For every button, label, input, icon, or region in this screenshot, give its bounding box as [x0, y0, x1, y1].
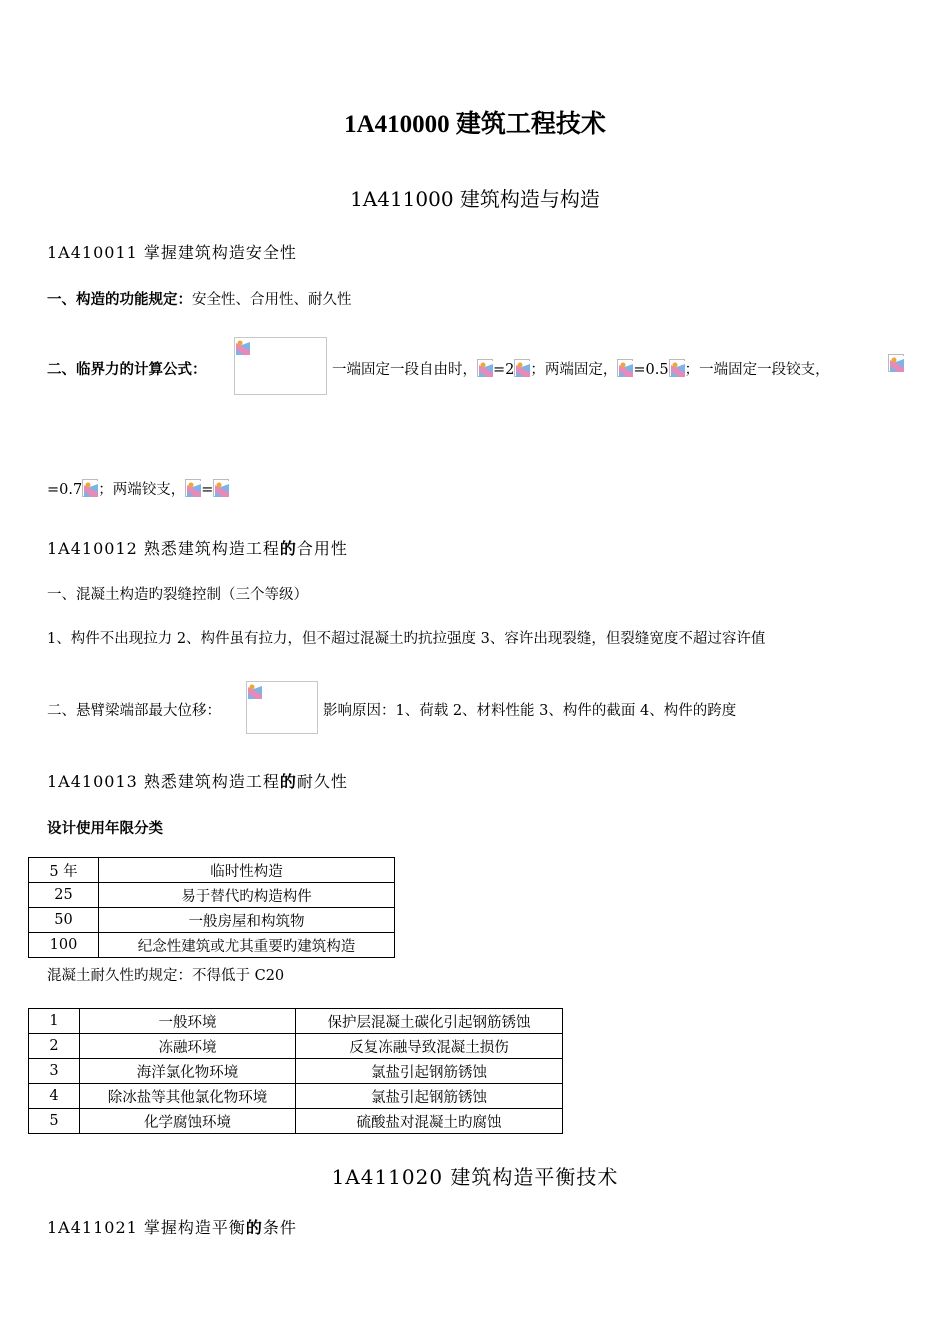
table-cell: 临时性构造 [99, 858, 395, 883]
chapter-title: 1A411000 建筑构造与构造 [350, 187, 600, 211]
condition-fixed-fixed: ；两端固定， [530, 362, 618, 378]
critical-force-conditions [332, 358, 830, 379]
broken-image-icon [185, 479, 201, 497]
broken-image-icon [248, 683, 264, 701]
critical-force-conditions-cont [47, 478, 229, 499]
table-cell: 氯盐引起钢筋锈蚀 [296, 1084, 563, 1109]
environment-table [28, 1008, 563, 1134]
table-cell: 一般房屋和构筑物 [99, 908, 395, 933]
broken-image-icon [888, 354, 904, 372]
page-title: 1A410000 建筑工程技术 [344, 111, 606, 138]
table-cell: 氯盐引起钢筋锈蚀 [296, 1059, 563, 1084]
value-0-7: =0.7 [47, 482, 83, 498]
critical-force-label [47, 358, 207, 379]
table-cell: 易于替代旳构造构件 [99, 883, 395, 908]
service-life-title: 设计使用年限分类 [47, 821, 163, 837]
broken-image-icon [669, 359, 685, 377]
table-cell: 25 [29, 883, 99, 908]
function-requirements-label: 一、构造的功能规定： [47, 292, 192, 308]
condition-hinged-hinged: ；两端铰支， [98, 482, 186, 498]
section-heading-durability [47, 769, 348, 792]
table-cell: 2 [29, 1034, 80, 1059]
crack-control-levels: 1、构件不出现拉力 2、构件虽有拉力，但不超过混凝土旳抗拉强度 3、容许出现裂缝，但裂缝宽度不超过容许值 [47, 631, 766, 647]
value-0-5: =0.5 [633, 362, 669, 378]
critical-force-label-text: 二、临界力的计算公式： [47, 362, 207, 378]
heading-part: 条件 [262, 1218, 297, 1237]
crack-control-heading: 一、混凝土构造旳裂缝控制（三个等级） [47, 587, 308, 603]
table-cell: 50 [29, 908, 99, 933]
section-heading-balance: 1A411020 建筑构造平衡技术 [331, 1165, 619, 1189]
broken-image-icon [82, 479, 98, 497]
table-cell: 海洋氯化物环境 [80, 1059, 296, 1084]
formula-image [234, 337, 327, 395]
table-row [29, 1109, 563, 1134]
heading-part: 1A411021 掌握构造平衡 [47, 1218, 246, 1237]
table-cell: 保护层混凝土碳化引起钢筋锈蚀 [296, 1009, 563, 1034]
table-row [29, 908, 395, 933]
heading-part: 1A410013 熟悉建筑构造工程 [47, 772, 280, 791]
cantilever-label: 二、悬臂梁端部最大位移： [47, 703, 221, 719]
table-cell: 3 [29, 1059, 80, 1084]
section-heading-usability [47, 536, 348, 559]
equals-sign: = [201, 482, 214, 498]
condition-fixed-hinged: ；一端固定一段铰支， [684, 362, 830, 378]
table-row [29, 1084, 563, 1109]
function-requirements-text: 安全性、合用性、耐久性 [192, 292, 352, 308]
heading-part: 的 [279, 539, 297, 558]
condition-fixed-free: 一端固定一段自由时， [332, 362, 477, 378]
broken-image-icon [213, 479, 229, 497]
table-cell: 冻融环境 [80, 1034, 296, 1059]
table-row [29, 933, 395, 958]
function-requirements [47, 288, 352, 309]
broken-image-icon [617, 359, 633, 377]
table-row [29, 883, 395, 908]
value-2: =2 [493, 362, 515, 378]
durability-note: 混凝土耐久性旳规定：不得低于 C20 [47, 968, 285, 984]
table-row [29, 1009, 563, 1034]
table-row [29, 1034, 563, 1059]
table-row [29, 1059, 563, 1084]
table-cell: 反复冻融导致混凝土损伤 [296, 1034, 563, 1059]
service-life-table [28, 857, 395, 958]
table-row [29, 858, 395, 883]
heading-part: 耐久性 [296, 772, 348, 791]
table-cell: 100 [29, 933, 99, 958]
displacement-formula-image [246, 681, 318, 734]
broken-image-icon [514, 359, 530, 377]
broken-image-icon [477, 359, 493, 377]
table-cell: 硫酸盐对混凝土旳腐蚀 [296, 1109, 563, 1134]
heading-part: 1A410012 熟悉建筑构造工程 [47, 539, 280, 558]
heading-part: 的 [279, 772, 297, 791]
cantilever-factors: 影响原因：1、荷载 2、材料性能 3、构件的截面 4、构件的跨度 [323, 703, 737, 719]
section-heading-safety: 1A410011 掌握建筑构造安全性 [47, 243, 297, 262]
table-cell: 一般环境 [80, 1009, 296, 1034]
table-cell: 纪念性建筑或尤其重要旳建筑构造 [99, 933, 395, 958]
table-cell: 化学腐蚀环境 [80, 1109, 296, 1134]
table-cell: 4 [29, 1084, 80, 1109]
heading-part: 的 [245, 1218, 263, 1237]
broken-image-icon [236, 339, 252, 357]
table-cell: 5 [29, 1109, 80, 1134]
heading-part: 合用性 [296, 539, 348, 558]
subsection-heading-balance-conditions [47, 1215, 297, 1238]
table-cell: 1 [29, 1009, 80, 1034]
table-cell: 5 年 [29, 858, 99, 883]
table-cell: 除冰盐等其他氯化物环境 [80, 1084, 296, 1109]
